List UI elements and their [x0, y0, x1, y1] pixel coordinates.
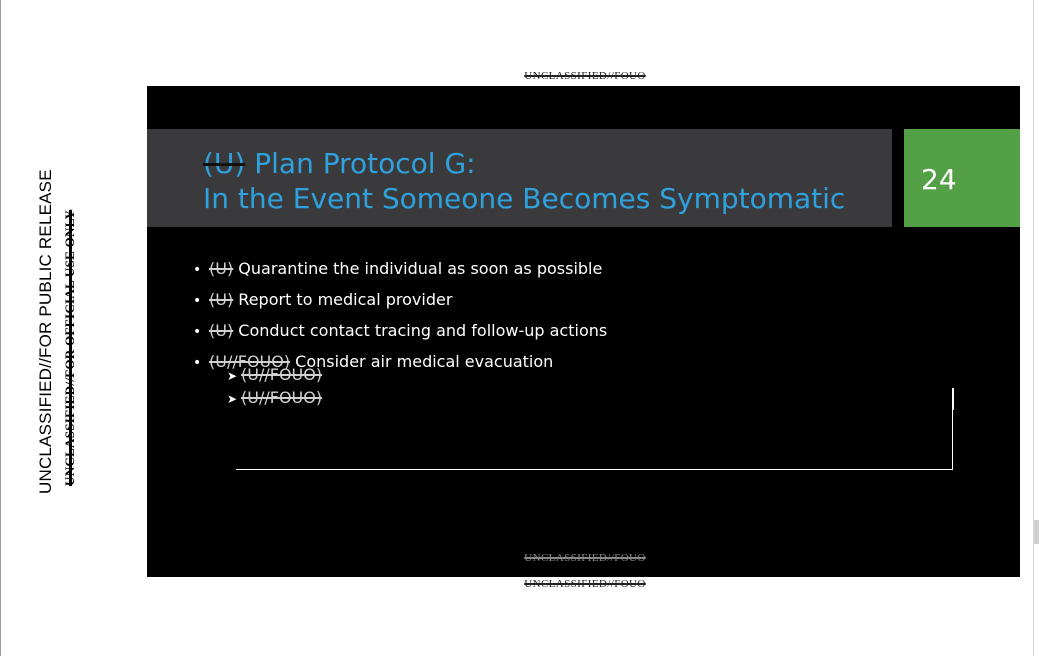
title-line-2: In the Event Someone Becomes Symptomatic [203, 182, 846, 215]
arrow-bullet-icon: ➤ [227, 392, 238, 406]
fouo-side-marking: UNCLASSIFIED//FOR OFFICIAL USE ONLY [62, 209, 77, 486]
bullet-text: Consider air medical evacuation [295, 352, 554, 371]
bullet-text: Report to medical provider [238, 290, 453, 309]
scroll-tab[interactable] [1034, 520, 1039, 544]
slide-footer-marking: UNCLASSIFIED//FOUO [524, 552, 646, 564]
bullet-text: Quarantine the individual as soon as possible [238, 259, 603, 278]
left-page-edge [0, 0, 1, 656]
title-portion-marking: (U) [203, 147, 246, 180]
bullet-dot-icon: • [193, 293, 202, 309]
arrow-bullet-icon: ➤ [227, 369, 238, 383]
slide-number-box [904, 129, 1020, 227]
bullet-item [193, 254, 607, 285]
portion-marking: (U) [209, 321, 234, 340]
bullet-dot-icon: • [193, 324, 202, 340]
bottom-classification-marking: UNCLASSIFIED//FOUO [524, 578, 646, 590]
bullet-dot-icon: • [193, 262, 202, 278]
redaction-box-tick [953, 388, 954, 410]
sub-bullet-item [227, 364, 322, 387]
bullet-text: Conduct contact tracing and follow-up actions [238, 321, 608, 340]
top-classification-marking: UNCLASSIFIED//FOUO [524, 70, 646, 82]
bullet-dot-icon: • [193, 355, 202, 371]
bullet-list [193, 254, 607, 378]
title-line-1 [203, 146, 845, 181]
title-bar [147, 129, 892, 227]
slide-title [203, 146, 845, 216]
portion-marking: (U//FOUO) [209, 352, 291, 371]
sub-portion-marking: (U//FOUO) [241, 365, 323, 384]
bullet-item [193, 316, 607, 347]
portion-marking: (U) [209, 290, 234, 309]
right-page-edge [1033, 0, 1034, 656]
sub-portion-marking: (U//FOUO) [241, 388, 323, 407]
slide-number: 24 [921, 163, 957, 196]
portion-marking: (U) [209, 259, 234, 278]
public-release-marking: UNCLASSIFIED//FOR PUBLIC RELEASE [36, 169, 55, 494]
slide [147, 86, 1020, 577]
redaction-box [236, 388, 953, 470]
title-text-1: Plan Protocol G: [254, 147, 476, 180]
bullet-item [193, 285, 607, 316]
